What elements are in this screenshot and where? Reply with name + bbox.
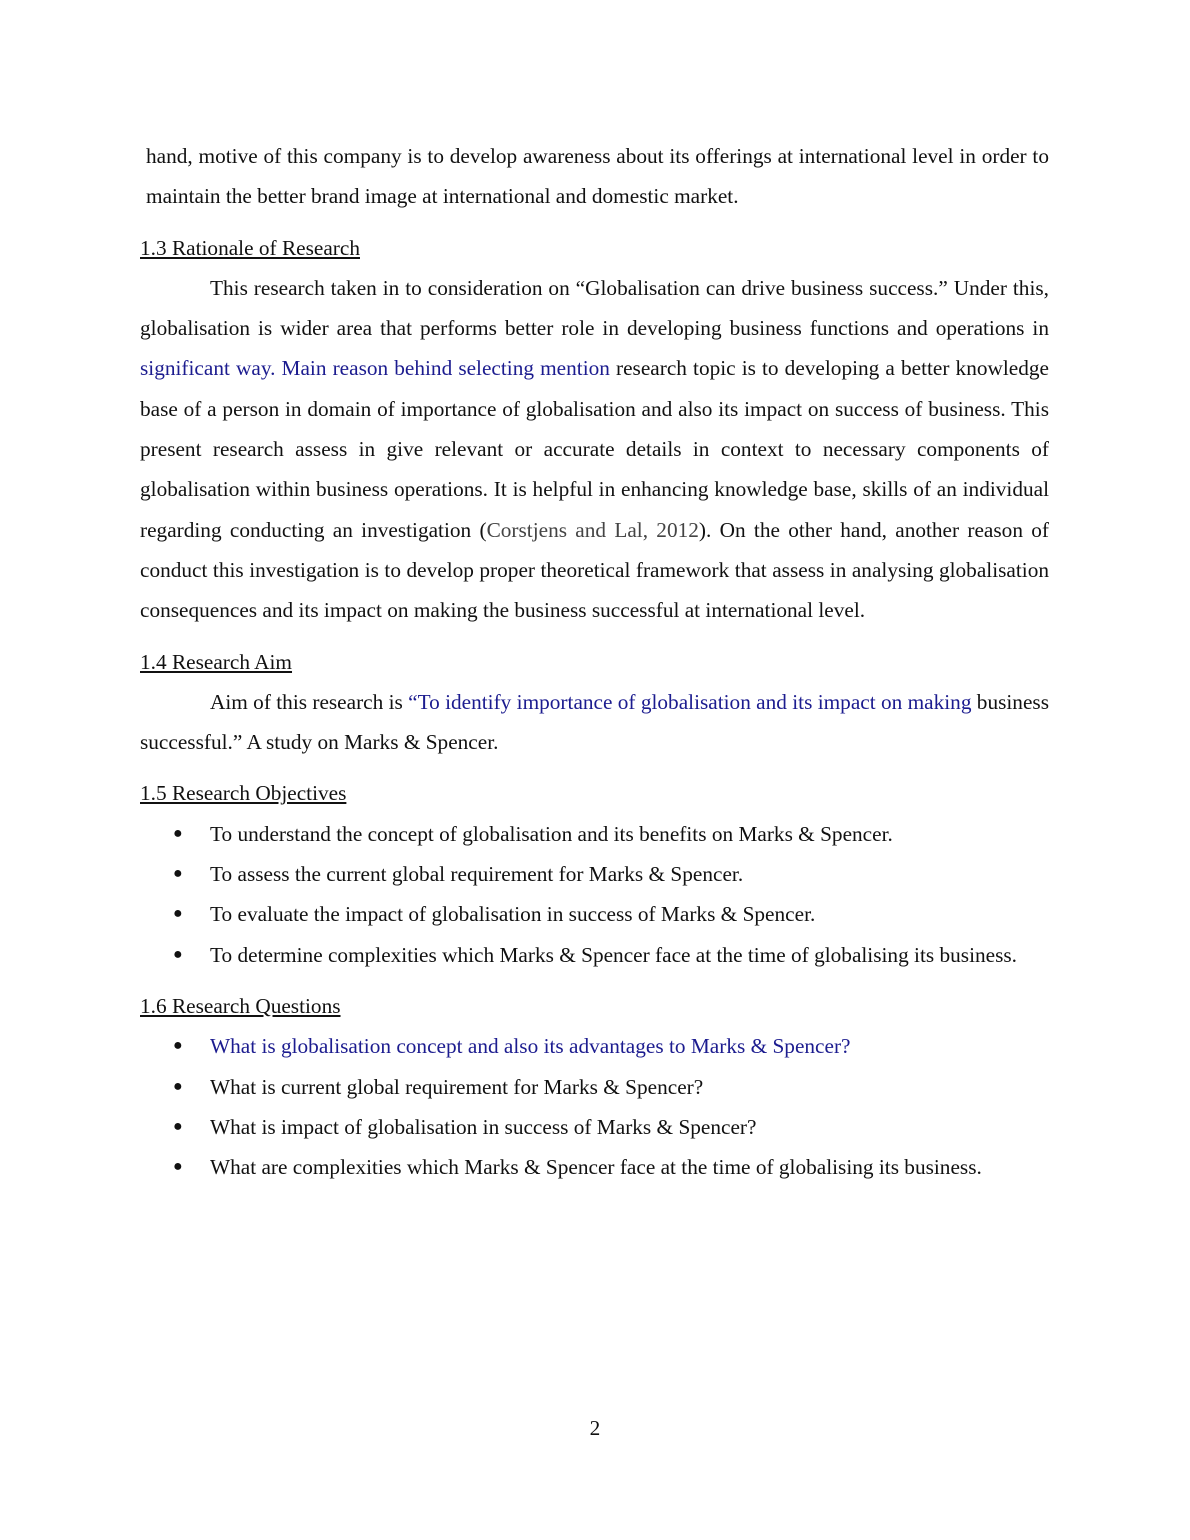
page-number: 2 xyxy=(589,1416,601,1440)
list-item: ● What is current global requirement for Marks & Spencer? xyxy=(140,1067,1049,1107)
citation: Corstjens and Lal, 2012 xyxy=(486,517,699,542)
document-page xyxy=(140,136,1049,1187)
bullet-icon: ● xyxy=(173,1037,183,1055)
list-item: ● What is globalisation concept and also its advantages to Marks & Spencer? xyxy=(140,1026,1049,1066)
text-segment: business successful.” A study on Marks & Spencer. xyxy=(140,689,1049,755)
questions-list xyxy=(140,1026,1049,1187)
aim-paragraph xyxy=(140,682,1049,763)
text-segment: This research taken in to consideration on “Globalisation can drive business success.” Under this, globalisation is wider area that performs better role in developing business functions and operations in xyxy=(140,275,1049,341)
bullet-icon: ● xyxy=(173,1077,183,1095)
rationale-heading: 1.3 Rationale of Research xyxy=(140,235,360,260)
list-item: ● To assess the current global requirement for Marks & Spencer. xyxy=(140,854,1049,894)
highlighted-text: significant way. Main reason behind selecting mention xyxy=(140,356,610,381)
aim-heading: 1.4 Research Aim xyxy=(140,649,293,674)
highlighted-text: “To identify importance of globalisation and its impact on making xyxy=(408,689,972,714)
text-segment: research topic is to developing a better knowledge base of a person in domain of importance of globalisation and also its impact on success of business. This present research assess in give relevant or accurate details in context to necessary components of globalisation within business operations. It is helpful in enhancing knowledge base, skills of an individual regarding conducting an investigation ( xyxy=(140,356,1049,542)
bullet-icon: ● xyxy=(173,865,183,883)
text-segment: Aim of this research is xyxy=(210,689,409,714)
list-item: ● To evaluate the impact of globalisation in success of Marks & Spencer. xyxy=(140,894,1049,934)
rationale-paragraph xyxy=(140,268,1049,631)
text-segment: ). On the other hand, another reason of conduct this investigation is to develop proper theoretical framework that assess in analysing globalisation consequences and its impact on making the business successful at international level. xyxy=(140,517,1049,623)
bullet-icon: ● xyxy=(173,824,183,842)
bullet-icon: ● xyxy=(173,1117,183,1135)
list-item: ● What are complexities which Marks & Spencer face at the time of globalising its business. xyxy=(140,1147,1049,1187)
bullet-icon: ● xyxy=(173,1158,183,1176)
intro-paragraph: hand, motive of this company is to develop awareness about its offerings at international level in order to maintain the better brand image at international and domestic market. xyxy=(146,144,1049,209)
bullet-icon: ● xyxy=(173,945,183,963)
list-item: ● To understand the concept of globalisation and its benefits on Marks & Spencer. xyxy=(140,814,1049,854)
objectives-heading: 1.5 Research Objectives xyxy=(140,781,347,806)
objectives-list xyxy=(140,814,1049,975)
questions-heading: 1.6 Research Questions xyxy=(140,993,341,1018)
list-item: ● What is impact of globalisation in success of Marks & Spencer? xyxy=(140,1107,1049,1147)
bullet-icon: ● xyxy=(173,905,183,923)
list-item: ● To determine complexities which Marks & Spencer face at the time of globalising its business. xyxy=(140,935,1049,975)
